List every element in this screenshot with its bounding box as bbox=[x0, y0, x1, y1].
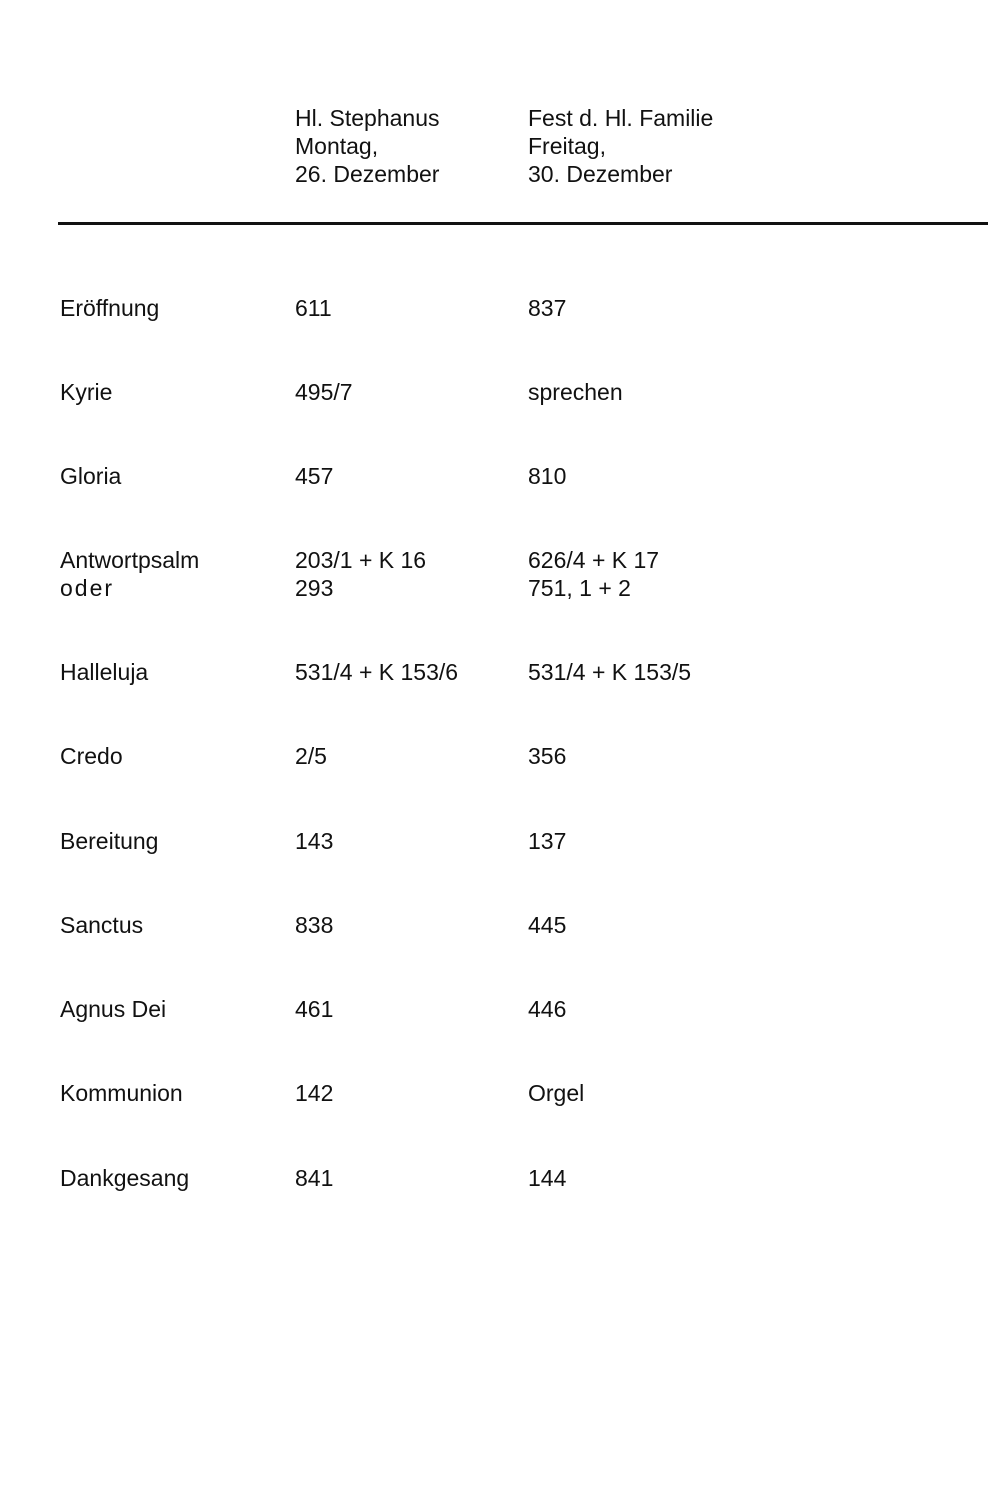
row-label: Kommunion bbox=[60, 1080, 183, 1106]
header-stephanus-date: 26. Dezember bbox=[295, 161, 440, 187]
row-label: Credo bbox=[60, 743, 123, 769]
header-familie-day: Freitag, bbox=[528, 133, 606, 159]
row-label: oder bbox=[60, 575, 115, 601]
row-label: Bereitung bbox=[60, 828, 159, 854]
header-stephanus-day: Montag, bbox=[295, 133, 379, 159]
stephanus-value: 142 bbox=[295, 1080, 334, 1106]
stephanus-value: 293 bbox=[295, 575, 334, 601]
stephanus-value: 461 bbox=[295, 996, 334, 1022]
familie-value: 446 bbox=[528, 996, 567, 1022]
row-label: Gloria bbox=[60, 463, 122, 489]
row-label: Agnus Dei bbox=[60, 996, 167, 1022]
row-label: Eröffnung bbox=[60, 295, 160, 321]
familie-value: 626/4 + K 17 bbox=[528, 547, 660, 573]
header-familie-title: Fest d. Hl. Familie bbox=[528, 105, 714, 131]
familie-value: 356 bbox=[528, 743, 567, 769]
familie-value: 445 bbox=[528, 912, 567, 938]
row-label: Antwortpsalm bbox=[60, 547, 200, 573]
stephanus-value: 457 bbox=[295, 463, 334, 489]
header-stephanus-title: Hl. Stephanus bbox=[295, 105, 440, 131]
familie-value: 531/4 + K 153/5 bbox=[528, 659, 692, 685]
stephanus-value: 2/5 bbox=[295, 743, 327, 769]
familie-value: sprechen bbox=[528, 379, 623, 405]
header-familie bbox=[528, 104, 713, 188]
familie-value: 137 bbox=[528, 828, 567, 854]
familie-value: 810 bbox=[528, 463, 567, 489]
header-familie-date: 30. Dezember bbox=[528, 161, 673, 187]
familie-value: 751, 1 + 2 bbox=[528, 575, 631, 601]
header-divider bbox=[58, 222, 988, 225]
row-label: Kyrie bbox=[60, 379, 113, 405]
row-label: Dankgesang bbox=[60, 1165, 190, 1191]
stephanus-value: 495/7 bbox=[295, 379, 353, 405]
header-stephanus bbox=[295, 104, 439, 188]
stephanus-value: 531/4 + K 153/6 bbox=[295, 659, 459, 685]
row-label: Halleluja bbox=[60, 659, 149, 685]
stephanus-value: 203/1 + K 16 bbox=[295, 547, 427, 573]
stephanus-value: 143 bbox=[295, 828, 334, 854]
row-label: Sanctus bbox=[60, 912, 144, 938]
familie-value: Orgel bbox=[528, 1080, 585, 1106]
stephanus-value: 838 bbox=[295, 912, 334, 938]
stephanus-value: 611 bbox=[295, 295, 332, 321]
familie-value: 144 bbox=[528, 1165, 567, 1191]
stephanus-value: 841 bbox=[295, 1165, 334, 1191]
familie-value: 837 bbox=[528, 295, 567, 321]
